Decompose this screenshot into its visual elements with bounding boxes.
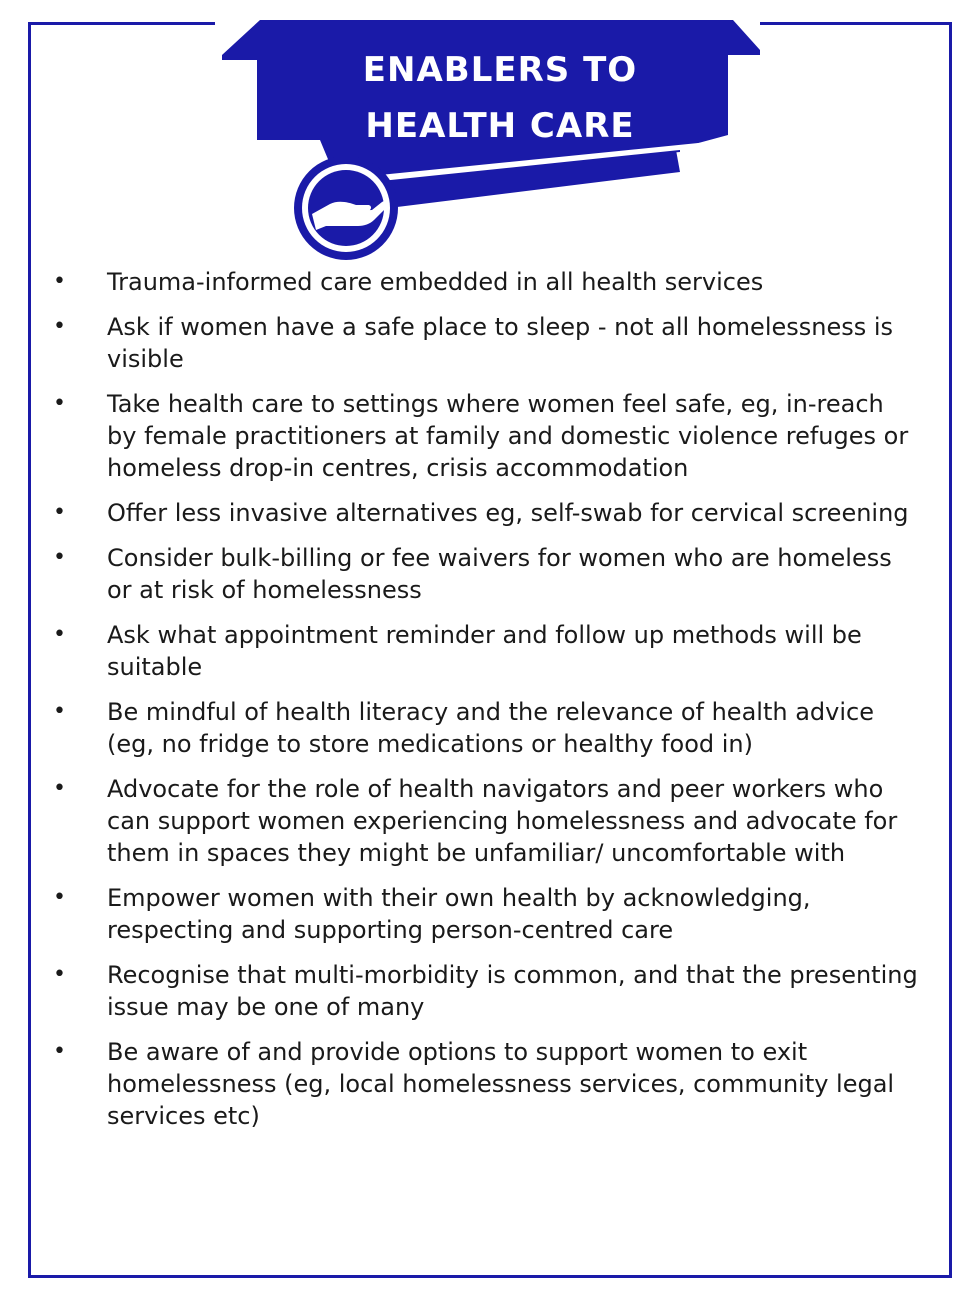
list-item-text: Ask if women have a safe place to sleep - not all homelessness is visible <box>107 313 894 373</box>
list-item <box>48 882 918 946</box>
list-item-text: Offer less invasive alternatives eg, self-swab for cervical screening <box>107 499 909 527</box>
bullet-icon: • <box>53 500 66 525</box>
list-item-text: Trauma-informed care embedded in all health services <box>107 268 764 296</box>
list-item <box>48 1036 918 1132</box>
list-item <box>48 773 918 869</box>
bullet-icon: • <box>53 391 66 416</box>
bullet-icon: • <box>53 699 66 724</box>
bullet-icon: • <box>53 776 66 801</box>
list-item-text: Empower women with their own health by acknowledging, respecting and supporting person-centred care <box>107 884 811 944</box>
bullet-icon: • <box>53 1039 66 1064</box>
header-title-line2: HEALTH CARE <box>365 106 635 146</box>
list-item <box>48 266 918 298</box>
header-title-line1: ENABLERS TO <box>362 50 638 90</box>
list-item-text: Consider bulk-billing or fee waivers for women who are homeless or at risk of homelessness <box>107 544 892 604</box>
bullet-icon: • <box>53 962 66 987</box>
list-item-text: Advocate for the role of health navigators and peer workers who can support women experiencing homelessness and advocate for them in spaces they might be unfamiliar/ uncomfortable with <box>107 775 898 867</box>
list-item <box>48 497 918 529</box>
list-item <box>48 959 918 1023</box>
bullet-icon: • <box>53 545 66 570</box>
list-item-text: Take health care to settings where women feel safe, eg, in-reach by female practitioners at family and domestic violence refuges or homeless drop-in centres, crisis accommodation <box>107 390 909 482</box>
list-item-text: Be mindful of health literacy and the relevance of health advice (eg, no fridge to store medications or healthy food in) <box>107 698 874 758</box>
bullet-icon: • <box>53 314 66 339</box>
list-item-text: Be aware of and provide options to support women to exit homelessness (eg, local homelessness services, community legal services etc) <box>107 1038 895 1130</box>
list-item <box>48 696 918 760</box>
bullet-icon: • <box>53 885 66 910</box>
list-item-text: Recognise that multi-morbidity is common, and that the presenting issue may be one of many <box>107 961 918 1021</box>
list-item <box>48 542 918 606</box>
open-hand-icon <box>294 156 398 260</box>
list-item <box>48 619 918 683</box>
header-banner <box>0 0 979 270</box>
bullet-icon: • <box>53 269 66 294</box>
enablers-list <box>48 266 918 1145</box>
list-item <box>48 311 918 375</box>
list-item-text: Ask what appointment reminder and follow up methods will be suitable <box>107 621 862 681</box>
bullet-icon: • <box>53 622 66 647</box>
list-item <box>48 388 918 484</box>
